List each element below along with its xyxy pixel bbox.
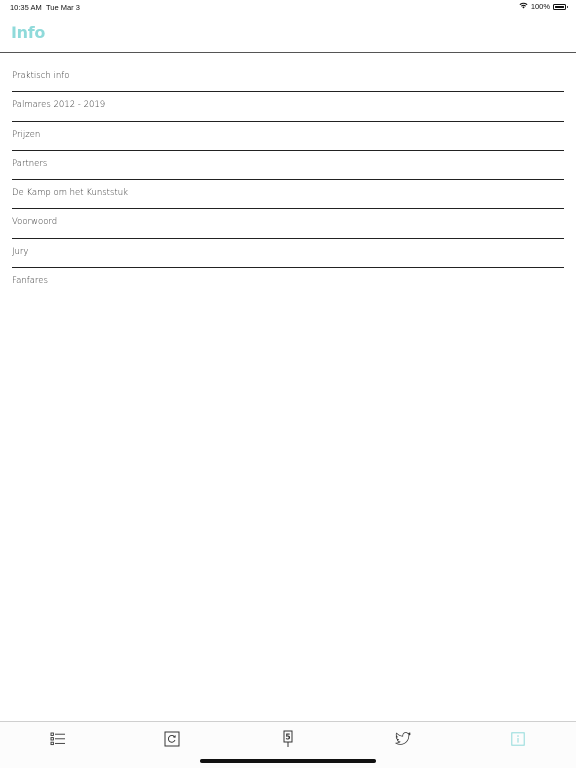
refresh-icon	[164, 731, 180, 747]
menu-item-praktisch-info[interactable]	[12, 63, 564, 92]
menu-item-partners[interactable]	[12, 151, 564, 180]
menu-item-label: Partners	[12, 158, 48, 169]
status-time: 10:35 AM	[10, 3, 42, 12]
info-icon	[511, 732, 525, 746]
scoreboard-badge: 5	[285, 732, 291, 742]
battery-percent: 100%	[530, 2, 550, 11]
status-date: Tue Mar 3	[46, 3, 80, 12]
twitter-icon	[395, 732, 411, 746]
battery-icon	[553, 4, 566, 10]
scoreboard-icon	[281, 730, 295, 748]
menu-item-fanfares[interactable]	[12, 268, 564, 297]
wifi-icon	[519, 2, 528, 11]
menu-item-label: Prijzen	[12, 129, 41, 140]
menu-item-label: De Kamp om het Kunststuk	[12, 188, 129, 199]
list-icon	[50, 732, 66, 746]
tab-scoreboard[interactable]	[279, 730, 297, 748]
menu-item-label: Palmares 2012 - 2019	[12, 100, 106, 111]
menu-item-label: Praktisch info	[12, 71, 70, 81]
menu-item-jury[interactable]	[12, 239, 564, 268]
menu-item-palmares[interactable]	[12, 92, 564, 121]
tab-list[interactable]	[49, 730, 67, 748]
tab-bar	[0, 721, 576, 768]
menu-item-label: Jury	[12, 246, 29, 257]
nav-header	[0, 14, 576, 53]
menu-item-de-kamp[interactable]	[12, 180, 564, 209]
status-right	[519, 2, 566, 11]
menu-item-voorwoord[interactable]	[12, 209, 564, 238]
home-indicator[interactable]	[200, 759, 376, 763]
tab-twitter[interactable]	[394, 730, 412, 748]
tab-refresh[interactable]	[163, 730, 181, 748]
menu-item-prijzen[interactable]	[12, 122, 564, 151]
info-menu-list	[0, 63, 576, 297]
page-title: Info	[11, 23, 46, 42]
menu-item-label: Voorwoord	[12, 217, 58, 228]
status-bar	[0, 0, 576, 14]
menu-item-label: Fanfares	[12, 276, 48, 287]
tab-info[interactable]	[509, 730, 527, 748]
